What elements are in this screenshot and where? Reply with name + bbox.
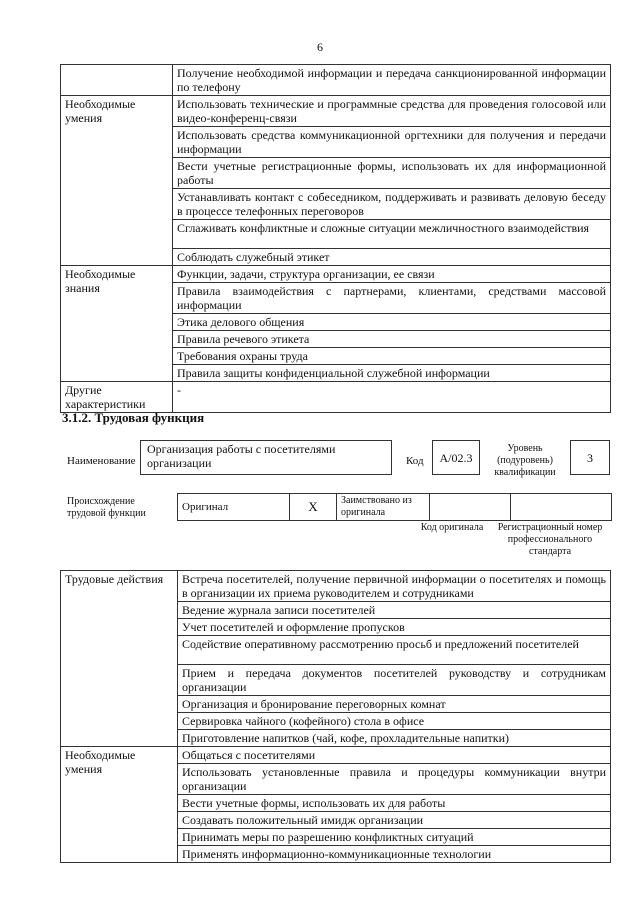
level-box	[570, 440, 610, 475]
row-text: Приготовление напитков (чай, кофе, прохладительные напитки)	[178, 730, 611, 747]
row-text: Сглаживать конфликтные и сложные ситуации межличностного взаимодействия	[173, 220, 611, 249]
row-text: Вести учетные формы, использовать их для работы	[178, 795, 611, 812]
row-text: Использовать технические и программные средства для проведения голосовой или видео-конференц-связи	[173, 96, 611, 127]
name-label: Наименование	[67, 455, 136, 467]
code-label: Код	[406, 455, 424, 467]
row-text: Правила защиты конфиденциальной служебной информации	[173, 365, 611, 382]
level-value: 3	[587, 451, 593, 465]
row-text: Устанавливать контакт с собеседником, поддерживать и развивать деловую беседу в процессе телефонных переговоров	[173, 189, 611, 220]
level-label: Уровень (подуровень) квалификации	[494, 443, 556, 478]
original-code-cell	[430, 494, 511, 521]
row-label: Необходимые умения	[61, 747, 178, 863]
skills-knowledge-table	[60, 64, 611, 413]
row-label: Необходимые умения	[61, 96, 173, 266]
origin-table	[177, 493, 612, 521]
row-text: Вести учетные регистрационные формы, использовать их для информационной работы	[173, 158, 611, 189]
row-text: Общаться с посетителями	[178, 747, 611, 764]
row-label: Другие характеристики	[61, 382, 173, 413]
row-text: Создавать положительный имидж организации	[178, 812, 611, 829]
origin-label: Происхождение трудовой функции	[67, 496, 146, 519]
row-label: Трудовые действия	[61, 571, 178, 747]
row-text: Содействие оперативному рассмотрению просьб и предложений посетителей	[178, 636, 611, 665]
row-text: Учет посетителей и оформление пропусков	[178, 619, 611, 636]
labor-actions-table	[60, 570, 611, 863]
row-text: Требования охраны труда	[173, 348, 611, 365]
row-text: Организация и бронирование переговорных комнат	[178, 696, 611, 713]
row-label: Необходимые знания	[61, 266, 173, 382]
row-text: Ведение журнала записи посетителей	[178, 602, 611, 619]
table-row	[61, 571, 611, 602]
row-text: Сервировка чайного (кофейного) стола в офисе	[178, 713, 611, 730]
table-row	[61, 96, 611, 127]
function-name-box	[140, 440, 392, 475]
row-text: Функции, задачи, структура организации, ее связи	[173, 266, 611, 283]
row-text: Соблюдать служебный этикет	[173, 249, 611, 266]
section-heading: 3.1.2. Трудовая функция	[62, 410, 205, 425]
table-row	[61, 65, 611, 96]
row-text: Принимать меры по разрешению конфликтных ситуаций	[178, 829, 611, 846]
reg-number-label: Регистрационный номер профессионального стандарта	[497, 522, 603, 557]
table-row	[61, 266, 611, 283]
original-code-label: Код оригинала	[420, 522, 484, 533]
row-text: Правила взаимодействия с партнерами, клиентами, средствами массовой информации	[173, 283, 611, 314]
code-box	[432, 440, 480, 475]
table-row	[61, 747, 611, 764]
row-text: -	[173, 382, 611, 413]
row-text: Встреча посетителей, получение первичной информации о посетителях и помощь в организации их приема руководителем и сотрудниками	[178, 571, 611, 602]
row-text: Этика делового общения	[173, 314, 611, 331]
row-text: Использовать средства коммуникационной оргтехники для получения и передачи информации	[173, 127, 611, 158]
row-text: Применять информационно-коммуникационные технологии	[178, 846, 611, 863]
table-row	[178, 494, 612, 521]
function-name: Организация работы с посетителями организации	[147, 442, 336, 470]
row-text: Прием и передача документов посетителей руководству и сотрудникам организации	[178, 665, 611, 696]
row-label	[61, 65, 173, 96]
code-value: A/02.3	[439, 451, 473, 465]
row-text: Использовать установленные правила и процедуры коммуникации внутри организации	[178, 764, 611, 795]
original-label: Оригинал	[178, 494, 290, 521]
row-text: Правила речевого этикета	[173, 331, 611, 348]
page-number: 6	[317, 40, 323, 54]
original-mark: X	[290, 494, 337, 521]
reg-number-cell	[511, 494, 612, 521]
table-row	[61, 382, 611, 413]
row-text: Получение необходимой информации и передача санкционированной информации по телефону	[173, 65, 611, 96]
borrowed-label: Заимствовано из оригинала	[337, 494, 430, 521]
